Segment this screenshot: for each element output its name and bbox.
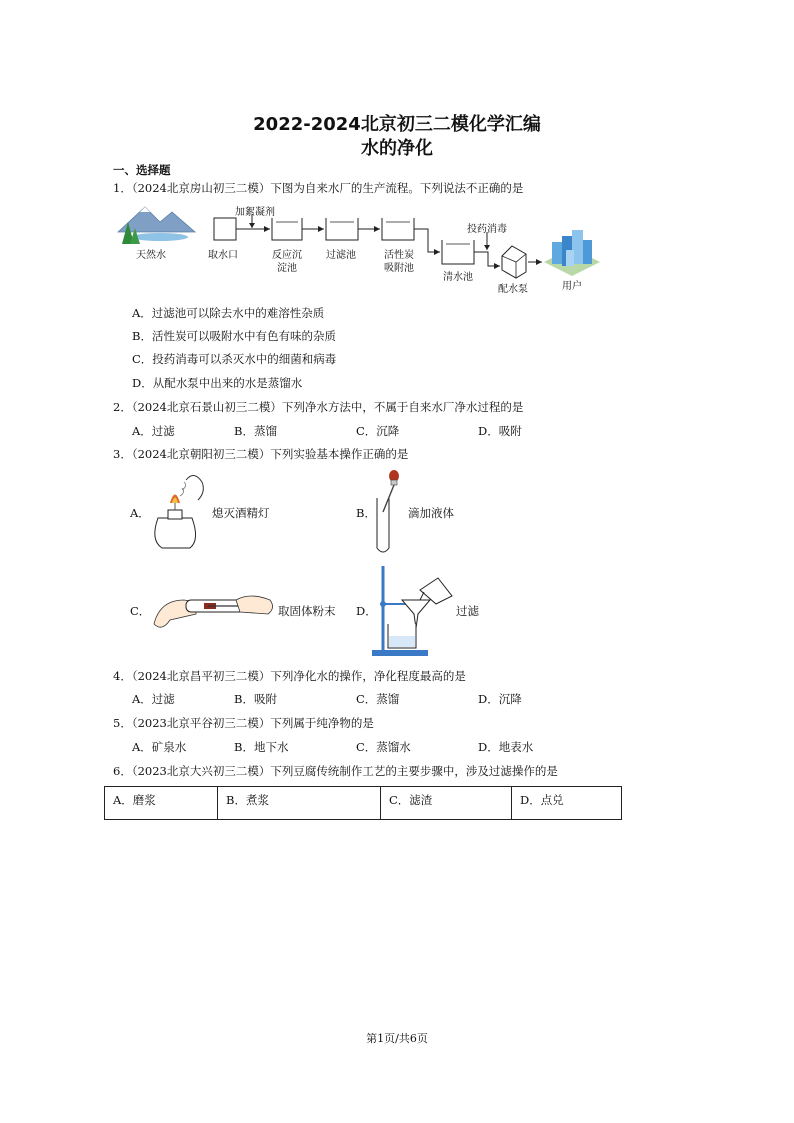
city-buildings-icon (544, 230, 600, 276)
section-heading: 一、选择题 (113, 163, 171, 177)
q2-option-c[interactable]: C．沉降 (356, 424, 400, 438)
document-subtitle: 水的净化 (361, 138, 433, 159)
label-carbon-1: 活性炭 (384, 250, 414, 261)
intake-box (214, 218, 236, 240)
question-2-stem: 2．（2024北京石景山初三二模）下列净水方法中，不属于自来水厂净水过程的是 (113, 400, 524, 414)
label-filter: 过滤池 (326, 250, 356, 261)
q3-option-b-letter[interactable]: B． (356, 506, 376, 520)
q6-option-a[interactable]: A．磨浆 (105, 787, 218, 820)
q3-option-c-letter[interactable]: C． (130, 604, 151, 618)
q3-option-a-letter[interactable]: A． (130, 506, 150, 520)
q1-option-d[interactable]: D．从配水泵中出来的水是蒸馏水 (132, 376, 303, 390)
document-title: 2022-2024北京初三二模化学汇编 (253, 114, 541, 135)
label-coagulant: 加絮凝剂 (235, 207, 275, 218)
natural-water-icon (118, 207, 195, 244)
q1-option-c[interactable]: C．投药消毒可以杀灭水中的细菌和病毒 (132, 352, 337, 366)
label-intake: 取水口 (208, 250, 238, 261)
question-3-stem: 3．（2024北京朝阳初三二模）下列实验基本操作正确的是 (113, 447, 409, 461)
q4-option-a[interactable]: A．过滤 (132, 692, 175, 706)
q5-option-b[interactable]: B．地下水 (234, 740, 289, 754)
q1-option-b[interactable]: B．活性炭可以吸附水中有色有味的杂质 (132, 329, 336, 343)
pump-icon (502, 246, 526, 278)
q6-option-d[interactable]: D．点兑 (512, 787, 622, 820)
question-1-stem: 1．（2024北京房山初三二模）下图为自来水厂的生产流程。下列说法不正确的是 (113, 181, 524, 195)
filter-tank (326, 218, 358, 240)
q2-option-d[interactable]: D．吸附 (478, 424, 522, 438)
q3-option-d-letter[interactable]: D． (356, 604, 377, 618)
reaction-tank (272, 218, 302, 240)
q2-option-a[interactable]: A．过滤 (132, 424, 175, 438)
q6-options-table (104, 786, 622, 820)
q2-option-b[interactable]: B．蒸馏 (234, 424, 277, 438)
question-5-stem: 5．（2023北京平谷初三二模）下列属于纯净物的是 (113, 716, 374, 730)
q4-option-d[interactable]: D．沉降 (478, 692, 522, 706)
question-4-stem: 4．（2024北京昌平初三二模）下列净化水的操作，净化程度最高的是 (113, 669, 466, 683)
label-pump: 配水泵 (498, 284, 528, 295)
q5-option-c[interactable]: C．蒸馏水 (356, 740, 411, 754)
q5-option-a[interactable]: A．矿泉水 (132, 740, 187, 754)
q5-option-d[interactable]: D．地表水 (478, 740, 534, 754)
carbon-tank (382, 218, 414, 240)
q3-option-b-label: 滴加液体 (408, 506, 454, 520)
q6-option-b[interactable]: B．煮浆 (218, 787, 381, 820)
label-reaction-2: 淀池 (277, 263, 297, 274)
q4-option-c[interactable]: C．蒸馏 (356, 692, 400, 706)
q3-option-a-label: 熄灭酒精灯 (212, 506, 270, 520)
label-reaction-1: 反应沉 (272, 250, 302, 261)
label-clear-water: 清水池 (443, 272, 473, 283)
page-footer: 第1页/共6页 (366, 1032, 428, 1045)
clear-water-tank (442, 240, 474, 264)
label-carbon-2: 吸附池 (384, 263, 414, 274)
label-user: 用户 (562, 281, 582, 292)
q4-option-b[interactable]: B．吸附 (234, 692, 277, 706)
label-disinfect: 投药消毒 (467, 224, 507, 235)
question-6-stem: 6．（2023北京大兴初三二模）下列豆腐传统制作工艺的主要步骤中，涉及过滤操作的是 (113, 764, 558, 778)
label-natural-water: 天然水 (136, 250, 166, 261)
q3-option-c-label: 取固体粉末 (278, 604, 336, 618)
q6-option-c[interactable]: C．滤渣 (381, 787, 512, 820)
q3-option-d-label: 过滤 (456, 604, 479, 618)
q1-option-a[interactable]: A．过滤池可以除去水中的难溶性杂质 (132, 306, 325, 320)
